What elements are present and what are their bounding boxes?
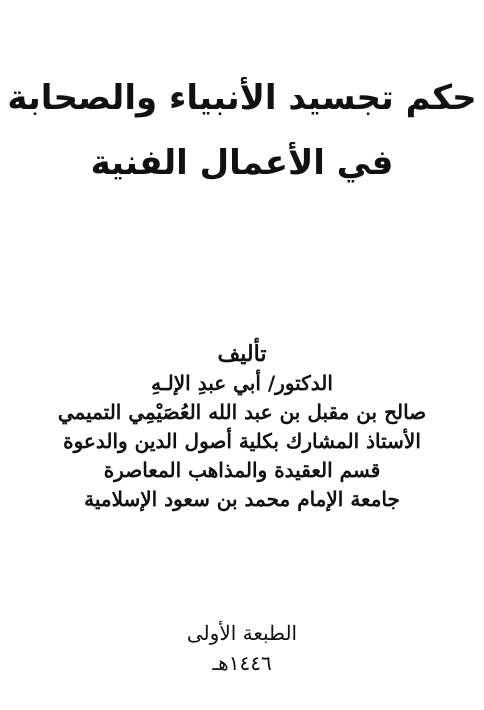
edition-year: ١٤٤٦هـ [212,651,272,675]
book-title-line-2: في الأعمال الفنية [90,143,394,183]
edition-block [0,618,484,678]
author-degree: الدكتور/ أبي عبدِ الإلـهِ [151,371,333,395]
author-position: الأستاذ المشارك بكلية أصول الدين والدعوة [63,429,421,453]
authorship-heading: تأليف [217,341,267,367]
author-department: قسم العقيدة والمذاهب المعاصرة [103,458,381,482]
edition-label: الطبعة الأولى [186,621,298,645]
author-university: جامعة الإمام محمد بن سعود الإسلامية [84,487,400,511]
author-full-name: صالح بن مقبل بن عبد الله العُصَيْمِي التميمي [57,400,427,424]
book-title-line-1: حكم تجسيد الأنبياء والصحابة [7,78,477,118]
author-block [0,340,484,514]
